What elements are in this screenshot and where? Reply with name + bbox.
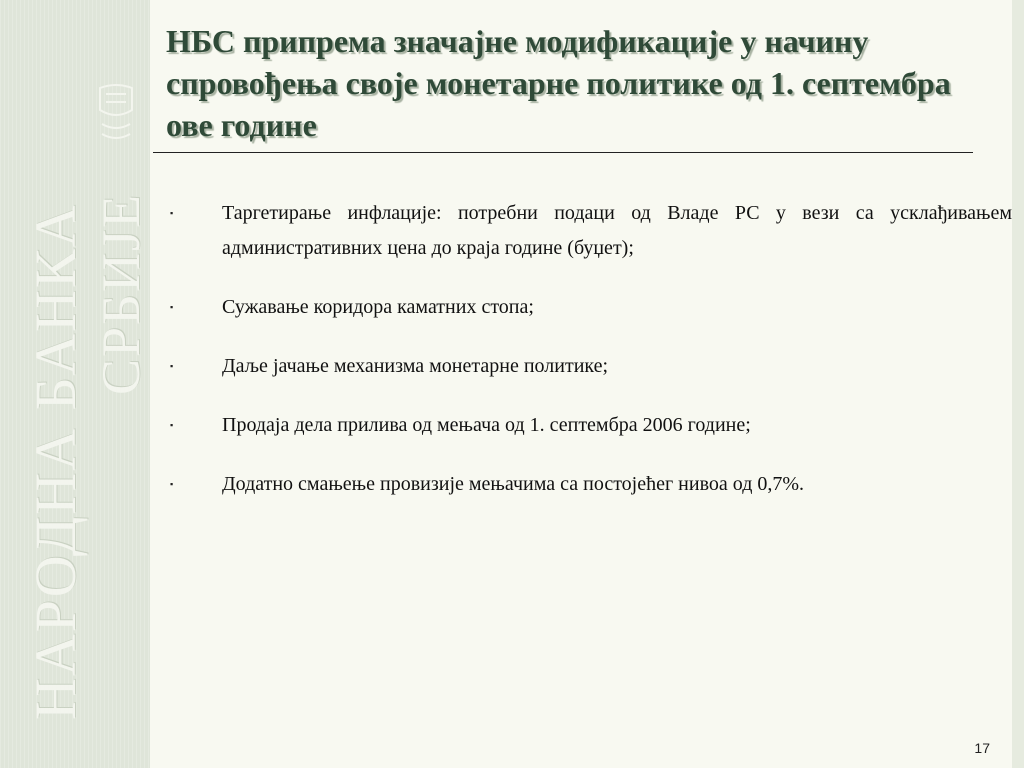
- watermark-line2: СРБИЈЕ: [91, 192, 151, 395]
- bullet-icon: ▪: [170, 208, 174, 218]
- list-item-text: Даље јачање механизма монетарне политике;: [222, 355, 609, 377]
- list-item: [170, 408, 1012, 443]
- right-strip: [1012, 0, 1024, 768]
- title-divider: [153, 152, 973, 153]
- list-item-text: Продаја дела прилива од мењача од 1. септембра 2006 године;: [222, 414, 751, 436]
- list-item: [170, 290, 1012, 325]
- bullet-list: [170, 196, 1012, 526]
- watermark-line1: НАРОДНА БАНКА: [23, 203, 88, 720]
- bullet-icon: ▪: [170, 302, 174, 312]
- bullet-icon: ▪: [170, 420, 174, 430]
- bullet-icon: ▪: [170, 479, 174, 489]
- bullet-icon: ▪: [170, 361, 174, 371]
- list-item-text: Сужавање коридора каматних стопа;: [222, 296, 534, 318]
- crest-icon: [92, 80, 140, 150]
- slide-title: НБС припрема значајне модификације у начину спровођења своје монетарне политике од 1. септембра ове године: [166, 23, 951, 143]
- list-item-text: Додатно смањење провизије мењачима са постојећег нивоа од 0,7%.: [222, 473, 805, 495]
- list-item: [170, 196, 1012, 266]
- list-item: [170, 349, 1012, 384]
- list-item: [170, 467, 1012, 502]
- page-number: 17: [974, 740, 990, 756]
- list-item-text: Таргетирање инфлације: потребни подаци од Владе РС у вези са усклађивањем административних цена до краја године (буџет);: [222, 202, 1012, 259]
